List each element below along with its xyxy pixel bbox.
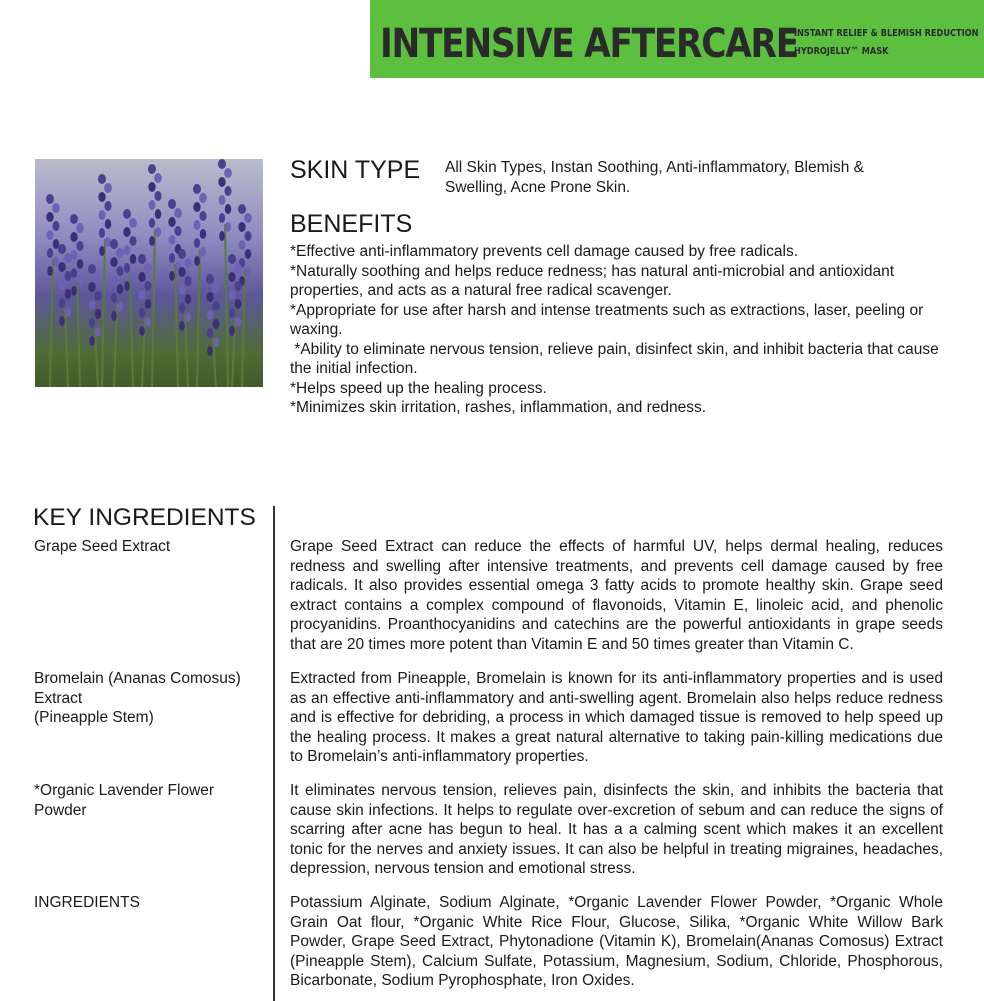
benefit-item: *Helps speed up the healing process. [290,379,547,397]
benefit-item: *Appropriate for use after harsh and intense treatments such as extractions, laser, peeling or waxing. [290,301,924,338]
product-tagline: INSTANT RELIEF & BLEMISH REDUCTION [794,28,979,39]
ingredient-description-grape-seed: Grape Seed Extract can reduce the effects of harmful UV, helps dermal healing, reduces redness and swelling after intensive treatments, and prevents cell damage caused by free radicals. It also provides essential omega 3 fatty acids to promote healthy skin. Grape seed extract contains a complex compound of flavonoids, Vitamin E, linoleic acid, and phenolic procyanidins. Proanthocyanidins and catechins are the powerful antioxidants in grape seeds that are 20 times more potent than Vitamin E and 50 times greater than Vitamin C. [290,538,943,653]
ingredient-name-lavender: *Organic Lavender Flower Powder [34,782,215,819]
benefit-item: *Naturally soothing and helps reduce redness; has natural anti-microbial and antioxidant properties, and acts as a natural free radical scavenger. [290,262,895,299]
product-title: INTENSIVE AFTERCARE [380,21,798,67]
ingredient-description-bromelain: Extracted from Pineapple, Bromelain is known for its anti-inflammatory properties and is used as an effective anti-inflammatory and anti-swelling agent. Bromelain also helps reduce redness and is effective for debriding, a process in which damaged tissue is removed to help speed up the healing process. It makes a great natural alternative to taking pain-killing medications due to Bromelain’s anti-inflammatory properties. [290,670,943,765]
benefits-list [290,242,950,418]
benefit-item: *Effective anti-inflammatory prevents cell damage caused by free radicals. [290,243,799,260]
lavender-illustration [35,159,263,387]
benefits-heading: BENEFITS [290,210,413,238]
key-ingredients-heading: KEY INGREDIENTS [33,504,256,531]
ingredient-name-bromelain: Bromelain (Ananas Comosus) Extract (Pineapple Stem) [34,670,241,726]
column-divider [273,506,275,1001]
benefit-item: *Minimizes skin irritation, rashes, inflammation, and redness. [290,399,707,416]
product-type: HYDROJELLY™ MASK [794,46,889,57]
skin-type-value: All Skin Types, Instan Soothing, Anti-inflammatory, Blemish & Swelling, Acne Prone Skin. [445,159,864,196]
ingredients-label: INGREDIENTS [34,894,140,911]
ingredients-list: Potassium Alginate, Sodium Alginate, *Organic Lavender Flower Powder, *Organic Whole Grain Oat flour, *Organic White Rice Flour, Glucose, Silika, *Organic White Willow Bark Powder, Grape Seed Extract, Phytonadione (Vitamin K), Bromelain(Ananas Comosus) Extract (Pineapple Stem), Calcium Sulfate, Potassium, Magnesium, Sodium, Chloride, Phosphorous, Bicarbonate, Sodium Pyrophosphate, Iron Oxides. [290,894,943,989]
benefit-item: *Ability to eliminate nervous tension, relieve pain, disinfect skin, and inhibit bacteria that cause the initial infection. [290,340,944,377]
header-banner [370,0,984,78]
ingredient-name-grape-seed: Grape Seed Extract [34,538,171,555]
lavender-photo [35,159,263,387]
skin-type-heading: SKIN TYPE [290,156,421,184]
ingredient-description-lavender: It eliminates nervous tension, relieves pain, disinfects the skin, and inhibits the bacteria that cause skin infections. It helps to regulate over-excretion of sebum and can reduce the signs of scarring after acne has begun to heal. It has a a calming scent which makes it an excellent tonic for the nerves and anxiety issues. It can also be helpful in treating migraines, headaches, depression, nervous tension and emotional stress. [290,782,943,877]
